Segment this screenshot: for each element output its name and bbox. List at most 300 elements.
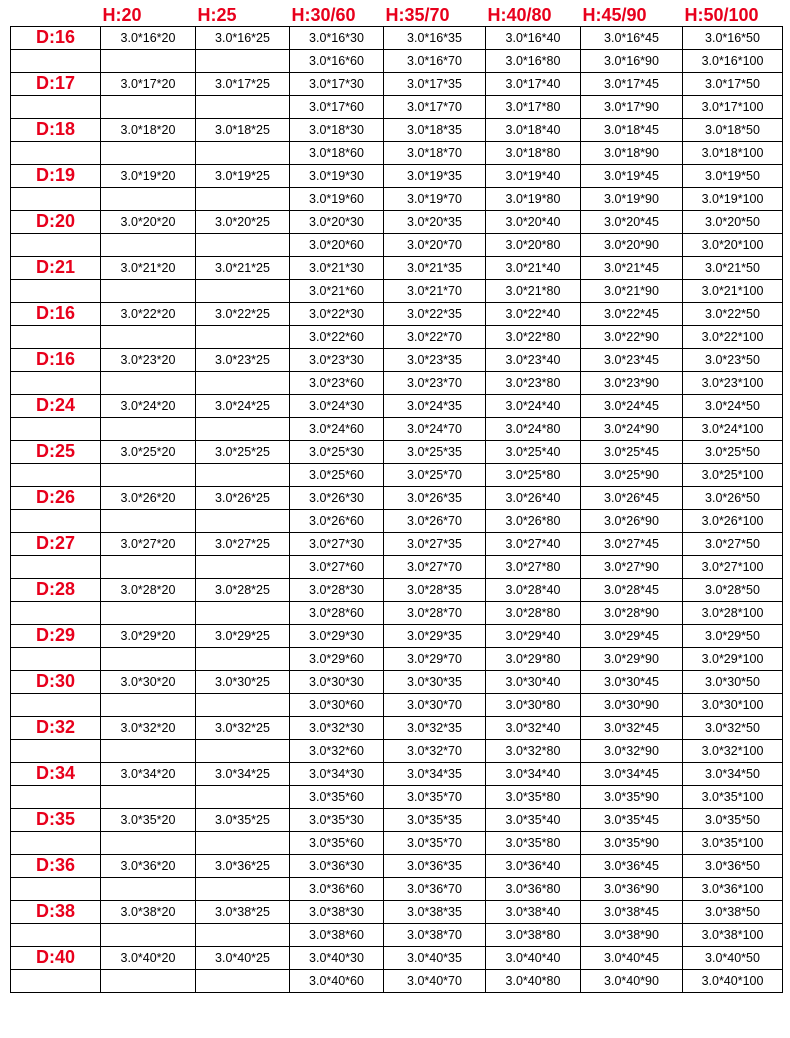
- header-row: [11, 5, 783, 27]
- size-cell: 3.0*24*60: [290, 418, 384, 441]
- size-cell: 3.0*32*30: [290, 717, 384, 740]
- size-cell: 3.0*35*100: [683, 786, 783, 809]
- size-cell: 3.0*35*90: [581, 832, 683, 855]
- size-cell: 3.0*26*35: [384, 487, 486, 510]
- size-cell: 3.0*35*90: [581, 786, 683, 809]
- size-cell: 3.0*21*35: [384, 257, 486, 280]
- size-cell: 3.0*25*25: [196, 441, 290, 464]
- size-cell: 3.0*40*40: [486, 947, 581, 970]
- size-cell: 3.0*16*90: [581, 50, 683, 73]
- size-cell: 3.0*21*70: [384, 280, 486, 303]
- size-cell: 3.0*30*40: [486, 671, 581, 694]
- size-cell: 3.0*30*100: [683, 694, 783, 717]
- size-cell: 3.0*25*90: [581, 464, 683, 487]
- size-cell: 3.0*29*90: [581, 648, 683, 671]
- size-cell: 3.0*16*70: [384, 50, 486, 73]
- size-cell: 3.0*38*90: [581, 924, 683, 947]
- size-cell: 3.0*26*80: [486, 510, 581, 533]
- diameter-spacer-cell: [11, 556, 101, 579]
- size-cell: 3.0*20*100: [683, 234, 783, 257]
- size-cell: [196, 878, 290, 901]
- size-cell: 3.0*28*60: [290, 602, 384, 625]
- size-cell: [101, 188, 196, 211]
- size-cell: [196, 326, 290, 349]
- table-row: [11, 441, 783, 464]
- diameter-spacer-cell: [11, 326, 101, 349]
- header-h-label: H:45/90: [581, 5, 683, 27]
- size-cell: [196, 96, 290, 119]
- size-cell: 3.0*40*45: [581, 947, 683, 970]
- table-row: [11, 855, 783, 878]
- size-cell: 3.0*28*90: [581, 602, 683, 625]
- size-cell: 3.0*24*40: [486, 395, 581, 418]
- size-cell: 3.0*16*40: [486, 27, 581, 50]
- size-cell: [196, 280, 290, 303]
- size-cell: 3.0*18*80: [486, 142, 581, 165]
- diameter-spacer-cell: [11, 924, 101, 947]
- diameter-label: D:25: [11, 441, 101, 464]
- size-cell: 3.0*40*50: [683, 947, 783, 970]
- size-cell: 3.0*22*45: [581, 303, 683, 326]
- size-cell: 3.0*23*70: [384, 372, 486, 395]
- diameter-spacer-cell: [11, 464, 101, 487]
- size-cell: 3.0*18*45: [581, 119, 683, 142]
- size-cell: 3.0*38*25: [196, 901, 290, 924]
- size-cell: 3.0*19*40: [486, 165, 581, 188]
- size-cell: 3.0*36*80: [486, 878, 581, 901]
- size-cell: 3.0*21*25: [196, 257, 290, 280]
- table-row: [11, 50, 783, 73]
- table-row: [11, 349, 783, 372]
- size-cell: 3.0*27*60: [290, 556, 384, 579]
- size-cell: 3.0*20*40: [486, 211, 581, 234]
- size-cell: [101, 142, 196, 165]
- table-row: [11, 625, 783, 648]
- size-cell: 3.0*22*50: [683, 303, 783, 326]
- size-cell: 3.0*19*35: [384, 165, 486, 188]
- header-h-label: H:25: [196, 5, 290, 27]
- size-cell: 3.0*38*30: [290, 901, 384, 924]
- size-cell: 3.0*25*20: [101, 441, 196, 464]
- size-cell: 3.0*27*40: [486, 533, 581, 556]
- table-row: [11, 96, 783, 119]
- size-cell: 3.0*26*20: [101, 487, 196, 510]
- diameter-spacer-cell: [11, 878, 101, 901]
- size-cell: 3.0*25*100: [683, 464, 783, 487]
- size-cell: 3.0*38*35: [384, 901, 486, 924]
- size-cell: 3.0*27*90: [581, 556, 683, 579]
- size-cell: 3.0*18*50: [683, 119, 783, 142]
- diameter-label: D:34: [11, 763, 101, 786]
- size-cell: 3.0*17*100: [683, 96, 783, 119]
- size-cell: 3.0*40*35: [384, 947, 486, 970]
- diameter-spacer-cell: [11, 648, 101, 671]
- table-row: [11, 740, 783, 763]
- size-cell: 3.0*27*45: [581, 533, 683, 556]
- table-row: [11, 303, 783, 326]
- size-cell: 3.0*30*30: [290, 671, 384, 694]
- header-h-label: H:35/70: [384, 5, 486, 27]
- size-cell: 3.0*19*90: [581, 188, 683, 211]
- diameter-label: D:28: [11, 579, 101, 602]
- spec-sheet: [10, 5, 783, 993]
- size-cell: 3.0*22*20: [101, 303, 196, 326]
- size-cell: 3.0*29*35: [384, 625, 486, 648]
- size-cell: 3.0*25*40: [486, 441, 581, 464]
- diameter-label: D:32: [11, 717, 101, 740]
- size-cell: 3.0*26*60: [290, 510, 384, 533]
- size-cell: 3.0*32*40: [486, 717, 581, 740]
- diameter-label: D:24: [11, 395, 101, 418]
- diameter-spacer-cell: [11, 142, 101, 165]
- diameter-spacer-cell: [11, 234, 101, 257]
- size-cell: 3.0*20*50: [683, 211, 783, 234]
- size-cell: 3.0*24*45: [581, 395, 683, 418]
- table-row: [11, 27, 783, 50]
- size-cell: 3.0*21*100: [683, 280, 783, 303]
- size-cell: 3.0*23*45: [581, 349, 683, 372]
- table-row: [11, 648, 783, 671]
- size-cell: 3.0*36*40: [486, 855, 581, 878]
- diameter-spacer-cell: [11, 786, 101, 809]
- size-cell: 3.0*20*20: [101, 211, 196, 234]
- size-cell: [196, 188, 290, 211]
- size-cell: 3.0*40*70: [384, 970, 486, 993]
- size-cell: 3.0*26*90: [581, 510, 683, 533]
- size-cell: [196, 510, 290, 533]
- size-cell: 3.0*16*20: [101, 27, 196, 50]
- size-cell: [101, 602, 196, 625]
- table-row: [11, 395, 783, 418]
- header-h-label: H:30/60: [290, 5, 384, 27]
- header-h-label: H:50/100: [683, 5, 783, 27]
- size-cell: [101, 326, 196, 349]
- diameter-spacer-cell: [11, 970, 101, 993]
- size-cell: 3.0*28*35: [384, 579, 486, 602]
- size-cell: 3.0*38*70: [384, 924, 486, 947]
- table-row: [11, 326, 783, 349]
- table-row: [11, 901, 783, 924]
- size-cell: 3.0*25*80: [486, 464, 581, 487]
- size-cell: 3.0*26*70: [384, 510, 486, 533]
- size-cell: 3.0*29*80: [486, 648, 581, 671]
- size-cell: 3.0*35*50: [683, 809, 783, 832]
- size-cell: [196, 50, 290, 73]
- size-cell: 3.0*34*50: [683, 763, 783, 786]
- size-cell: 3.0*28*70: [384, 602, 486, 625]
- diameter-label: D:30: [11, 671, 101, 694]
- table-row: [11, 694, 783, 717]
- size-cell: 3.0*34*25: [196, 763, 290, 786]
- size-cell: 3.0*21*50: [683, 257, 783, 280]
- size-cell: [101, 878, 196, 901]
- size-cell: 3.0*28*45: [581, 579, 683, 602]
- size-cell: [101, 280, 196, 303]
- size-cell: 3.0*24*20: [101, 395, 196, 418]
- size-cell: 3.0*38*20: [101, 901, 196, 924]
- size-cell: [101, 786, 196, 809]
- size-cell: 3.0*17*70: [384, 96, 486, 119]
- size-cell: 3.0*36*45: [581, 855, 683, 878]
- size-cell: 3.0*29*100: [683, 648, 783, 671]
- size-cell: 3.0*30*70: [384, 694, 486, 717]
- size-cell: [101, 648, 196, 671]
- size-cell: [196, 648, 290, 671]
- size-cell: 3.0*27*100: [683, 556, 783, 579]
- table-row: [11, 142, 783, 165]
- diameter-spacer-cell: [11, 832, 101, 855]
- table-row: [11, 947, 783, 970]
- size-cell: 3.0*29*20: [101, 625, 196, 648]
- size-cell: 3.0*20*30: [290, 211, 384, 234]
- table-row: [11, 809, 783, 832]
- size-cell: 3.0*36*35: [384, 855, 486, 878]
- table-row: [11, 970, 783, 993]
- size-cell: 3.0*34*20: [101, 763, 196, 786]
- size-cell: 3.0*35*60: [290, 832, 384, 855]
- size-cell: 3.0*24*35: [384, 395, 486, 418]
- table-row: [11, 418, 783, 441]
- size-cell: 3.0*17*35: [384, 73, 486, 96]
- size-cell: 3.0*26*50: [683, 487, 783, 510]
- size-cell: 3.0*35*35: [384, 809, 486, 832]
- table-row: [11, 556, 783, 579]
- size-cell: [196, 786, 290, 809]
- diameter-label: D:19: [11, 165, 101, 188]
- size-cell: [101, 418, 196, 441]
- size-cell: 3.0*38*80: [486, 924, 581, 947]
- size-cell: 3.0*18*40: [486, 119, 581, 142]
- size-cell: 3.0*23*80: [486, 372, 581, 395]
- size-cell: 3.0*30*45: [581, 671, 683, 694]
- size-cell: 3.0*35*100: [683, 832, 783, 855]
- size-cell: 3.0*32*90: [581, 740, 683, 763]
- size-cell: 3.0*27*35: [384, 533, 486, 556]
- size-cell: 3.0*36*25: [196, 855, 290, 878]
- size-cell: 3.0*23*100: [683, 372, 783, 395]
- size-cell: [101, 234, 196, 257]
- size-cell: 3.0*34*30: [290, 763, 384, 786]
- size-cell: 3.0*27*25: [196, 533, 290, 556]
- size-cell: 3.0*24*25: [196, 395, 290, 418]
- size-cell: 3.0*30*50: [683, 671, 783, 694]
- size-cell: 3.0*21*90: [581, 280, 683, 303]
- size-cell: 3.0*24*70: [384, 418, 486, 441]
- size-cell: 3.0*16*100: [683, 50, 783, 73]
- diameter-label: D:35: [11, 809, 101, 832]
- diameter-spacer-cell: [11, 188, 101, 211]
- size-cell: 3.0*21*60: [290, 280, 384, 303]
- table-row: [11, 786, 783, 809]
- table-row: [11, 832, 783, 855]
- size-cell: 3.0*17*60: [290, 96, 384, 119]
- size-cell: 3.0*32*80: [486, 740, 581, 763]
- size-cell: 3.0*20*60: [290, 234, 384, 257]
- table-row: [11, 73, 783, 96]
- diameter-spacer-cell: [11, 50, 101, 73]
- size-cell: 3.0*40*60: [290, 970, 384, 993]
- size-cell: [101, 694, 196, 717]
- table-row: [11, 211, 783, 234]
- size-cell: 3.0*32*20: [101, 717, 196, 740]
- size-cell: 3.0*18*35: [384, 119, 486, 142]
- size-cell: [101, 96, 196, 119]
- size-cell: 3.0*36*100: [683, 878, 783, 901]
- diameter-label: D:36: [11, 855, 101, 878]
- size-cell: 3.0*35*70: [384, 832, 486, 855]
- size-cell: 3.0*26*45: [581, 487, 683, 510]
- size-cell: 3.0*35*30: [290, 809, 384, 832]
- size-cell: 3.0*38*60: [290, 924, 384, 947]
- table-row: [11, 119, 783, 142]
- size-cell: 3.0*21*80: [486, 280, 581, 303]
- size-cell: 3.0*29*50: [683, 625, 783, 648]
- size-cell: 3.0*16*30: [290, 27, 384, 50]
- size-cell: 3.0*22*40: [486, 303, 581, 326]
- table-row: [11, 257, 783, 280]
- table-row: [11, 165, 783, 188]
- size-cell: 3.0*18*30: [290, 119, 384, 142]
- size-cell: [196, 234, 290, 257]
- size-cell: 3.0*40*20: [101, 947, 196, 970]
- size-cell: 3.0*35*20: [101, 809, 196, 832]
- size-cell: 3.0*16*60: [290, 50, 384, 73]
- size-cell: [101, 556, 196, 579]
- size-cell: 3.0*19*80: [486, 188, 581, 211]
- size-cell: [196, 372, 290, 395]
- size-cell: 3.0*23*90: [581, 372, 683, 395]
- size-cell: 3.0*32*100: [683, 740, 783, 763]
- size-cell: 3.0*17*30: [290, 73, 384, 96]
- diameter-spacer-cell: [11, 510, 101, 533]
- size-cell: 3.0*21*20: [101, 257, 196, 280]
- size-cell: [196, 418, 290, 441]
- size-cell: 3.0*23*60: [290, 372, 384, 395]
- size-cell: 3.0*35*45: [581, 809, 683, 832]
- table-row: [11, 464, 783, 487]
- header-h-label: H:20: [101, 5, 196, 27]
- table-row: [11, 510, 783, 533]
- size-cell: 3.0*18*70: [384, 142, 486, 165]
- size-cell: 3.0*25*35: [384, 441, 486, 464]
- size-cell: 3.0*27*80: [486, 556, 581, 579]
- size-cell: 3.0*20*35: [384, 211, 486, 234]
- size-cell: 3.0*25*45: [581, 441, 683, 464]
- size-cell: 3.0*25*60: [290, 464, 384, 487]
- size-cell: [196, 556, 290, 579]
- table-row: [11, 924, 783, 947]
- size-cell: 3.0*19*30: [290, 165, 384, 188]
- size-cell: 3.0*35*25: [196, 809, 290, 832]
- table-row: [11, 487, 783, 510]
- size-cell: 3.0*19*20: [101, 165, 196, 188]
- size-cell: 3.0*38*40: [486, 901, 581, 924]
- table-row: [11, 717, 783, 740]
- size-cell: 3.0*16*35: [384, 27, 486, 50]
- size-cell: [196, 740, 290, 763]
- size-cell: 3.0*35*40: [486, 809, 581, 832]
- size-cell: 3.0*19*60: [290, 188, 384, 211]
- size-cell: 3.0*20*45: [581, 211, 683, 234]
- size-cell: 3.0*35*60: [290, 786, 384, 809]
- diameter-label: D:38: [11, 901, 101, 924]
- size-cell: 3.0*24*80: [486, 418, 581, 441]
- diameter-label: D:20: [11, 211, 101, 234]
- size-cell: 3.0*38*100: [683, 924, 783, 947]
- size-cell: 3.0*28*50: [683, 579, 783, 602]
- size-cell: 3.0*40*100: [683, 970, 783, 993]
- size-cell: [196, 694, 290, 717]
- size-cell: 3.0*28*25: [196, 579, 290, 602]
- size-cell: 3.0*23*20: [101, 349, 196, 372]
- size-cell: 3.0*22*80: [486, 326, 581, 349]
- table-row: [11, 671, 783, 694]
- size-cell: 3.0*27*20: [101, 533, 196, 556]
- size-cell: 3.0*25*50: [683, 441, 783, 464]
- diameter-label: D:16: [11, 349, 101, 372]
- table-row: [11, 234, 783, 257]
- size-cell: 3.0*36*50: [683, 855, 783, 878]
- size-spec-table: [10, 5, 783, 993]
- diameter-label: D:27: [11, 533, 101, 556]
- size-cell: 3.0*16*50: [683, 27, 783, 50]
- size-cell: 3.0*32*70: [384, 740, 486, 763]
- size-cell: [101, 740, 196, 763]
- size-cell: 3.0*36*20: [101, 855, 196, 878]
- size-cell: 3.0*18*20: [101, 119, 196, 142]
- diameter-label: D:18: [11, 119, 101, 142]
- diameter-spacer-cell: [11, 372, 101, 395]
- size-cell: [196, 602, 290, 625]
- size-cell: 3.0*28*30: [290, 579, 384, 602]
- size-cell: 3.0*20*90: [581, 234, 683, 257]
- size-cell: 3.0*28*40: [486, 579, 581, 602]
- table-row: [11, 372, 783, 395]
- size-cell: 3.0*28*100: [683, 602, 783, 625]
- table-row: [11, 533, 783, 556]
- size-cell: 3.0*22*90: [581, 326, 683, 349]
- size-cell: 3.0*17*50: [683, 73, 783, 96]
- size-cell: [101, 464, 196, 487]
- size-cell: 3.0*29*30: [290, 625, 384, 648]
- diameter-spacer-cell: [11, 418, 101, 441]
- diameter-label: D:21: [11, 257, 101, 280]
- size-cell: 3.0*17*45: [581, 73, 683, 96]
- size-cell: 3.0*36*60: [290, 878, 384, 901]
- size-cell: 3.0*32*45: [581, 717, 683, 740]
- size-cell: 3.0*25*30: [290, 441, 384, 464]
- size-cell: 3.0*17*40: [486, 73, 581, 96]
- size-cell: 3.0*30*20: [101, 671, 196, 694]
- size-cell: 3.0*36*90: [581, 878, 683, 901]
- size-cell: 3.0*40*30: [290, 947, 384, 970]
- size-cell: 3.0*28*20: [101, 579, 196, 602]
- size-cell: 3.0*36*70: [384, 878, 486, 901]
- table-row: [11, 878, 783, 901]
- size-cell: 3.0*16*45: [581, 27, 683, 50]
- size-cell: 3.0*26*25: [196, 487, 290, 510]
- size-cell: 3.0*19*25: [196, 165, 290, 188]
- diameter-label: D:16: [11, 303, 101, 326]
- size-cell: 3.0*17*20: [101, 73, 196, 96]
- size-cell: 3.0*29*25: [196, 625, 290, 648]
- size-cell: 3.0*18*90: [581, 142, 683, 165]
- size-cell: 3.0*16*80: [486, 50, 581, 73]
- size-cell: 3.0*35*80: [486, 832, 581, 855]
- size-cell: 3.0*28*80: [486, 602, 581, 625]
- diameter-spacer-cell: [11, 602, 101, 625]
- size-cell: 3.0*22*70: [384, 326, 486, 349]
